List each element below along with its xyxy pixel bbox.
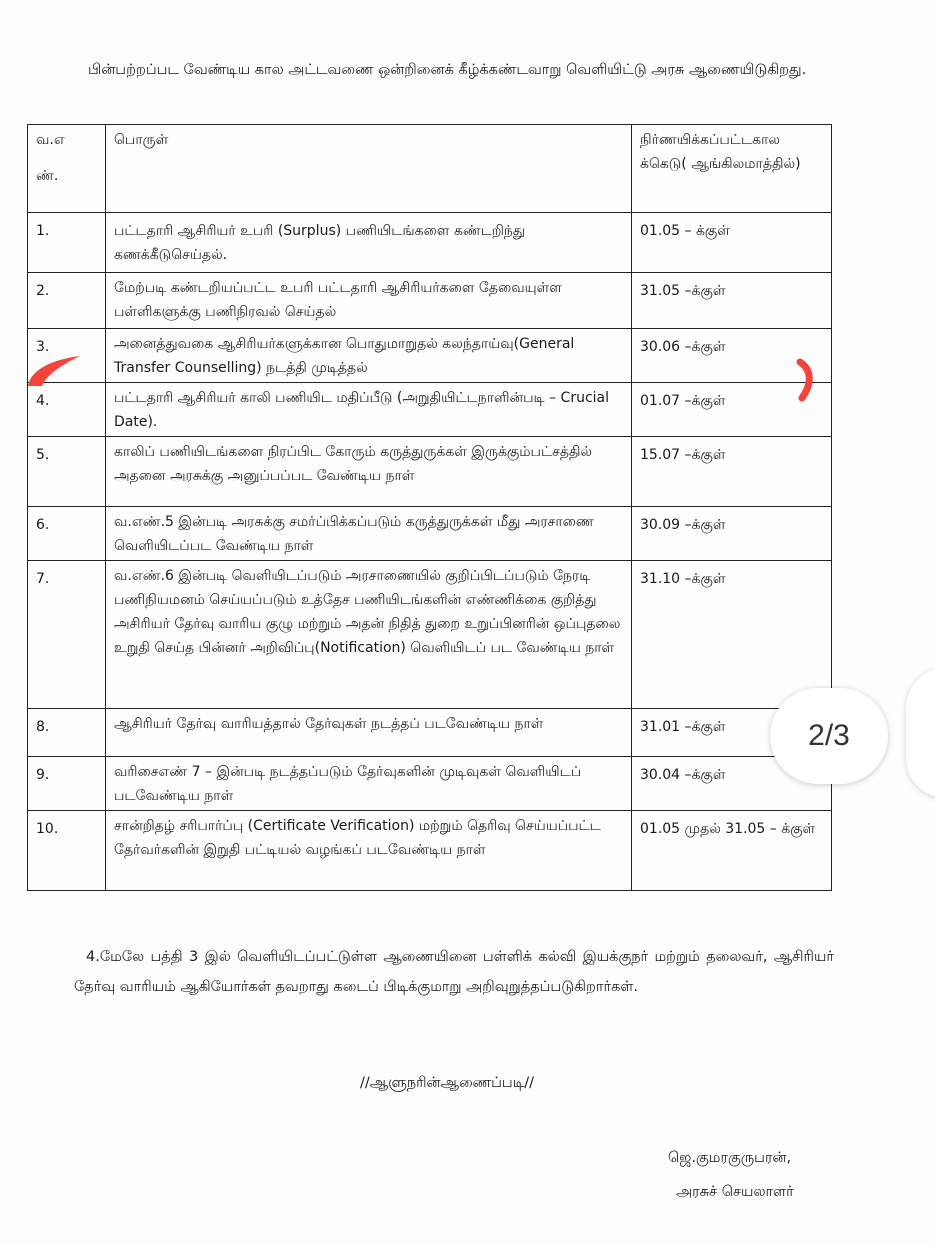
row-subject: சான்றிதழ் சரிபார்ப்பு (Certificate Verification) மற்றும் தெரிவு செய்யப்பட்ட தேர்வர்களின் இறுதி பட்டியல் வழங்கப் படவேண்டிய நாள் bbox=[106, 811, 632, 891]
row-subject: காலிப் பணியிடங்களை நிரப்பிட கோரும் கருத்துருக்கள் இருக்கும்பட்சத்தில் அதனை அரசுக்கு அனுப்பப்பட வேண்டிய நாள் bbox=[106, 437, 632, 507]
row-deadline: 30.06 –க்குள் bbox=[632, 329, 832, 383]
header-subject: பொருள் bbox=[106, 125, 632, 213]
signatory-name: ஜெ.குமரகுருபரன், bbox=[668, 1150, 792, 1166]
row-serial-no: 2. bbox=[28, 273, 106, 329]
row-serial-no: 9. bbox=[28, 757, 106, 811]
row-deadline: 01.07 –க்குள் bbox=[632, 383, 832, 437]
table-row bbox=[28, 507, 832, 561]
paragraph-4 bbox=[74, 942, 834, 1002]
header-deadline: நிர்ணயிக்கப்பட்டகால க்கெடு( ஆங்கிலமாத்தில்) bbox=[632, 125, 832, 213]
table-body bbox=[28, 213, 832, 891]
page-indicator[interactable]: 2/3 bbox=[770, 688, 888, 784]
governor-order-line: //ஆளுநரின்ஆணைப்படி// bbox=[360, 1075, 535, 1091]
header-serial-line1: வ.எ bbox=[36, 132, 65, 148]
table-row bbox=[28, 757, 832, 811]
marker-stroke-right bbox=[800, 362, 809, 398]
row-subject: பட்டதாரி ஆசிரியர் காலி பணியிட மதிப்பீடு (அறுதியிட்டநாளின்படி – Crucial Date). bbox=[106, 383, 632, 437]
row-deadline: 31.10 –க்குள் bbox=[632, 561, 832, 709]
row-serial-no: 5. bbox=[28, 437, 106, 507]
row-subject: மேற்படி கண்டறியப்பட்ட உபரி பட்டதாரி ஆசிரியர்களை தேவையுள்ள பள்ளிகளுக்கு பணிநிரவல் செய்தல் bbox=[106, 273, 632, 329]
row-deadline: 31.01 –க்குள் bbox=[632, 709, 832, 757]
row-deadline: 30.09 –க்குள் bbox=[632, 507, 832, 561]
row-deadline: 15.07 –க்குள் bbox=[632, 437, 832, 507]
highlight-mark-left bbox=[18, 346, 98, 396]
table-row bbox=[28, 273, 832, 329]
schedule-table bbox=[27, 124, 832, 891]
header-serial-line2: ண். bbox=[36, 168, 59, 184]
row-subject: ஆசிரியர் தேர்வு வாரியத்தால் தேர்வுகள் நடத்தப் படவேண்டிய நாள் bbox=[106, 709, 632, 757]
table-header-row bbox=[28, 125, 832, 213]
row-serial-no: 6. bbox=[28, 507, 106, 561]
row-serial-no: 4. bbox=[28, 383, 106, 437]
intro-paragraph bbox=[88, 56, 833, 84]
row-serial-no: 7. bbox=[28, 561, 106, 709]
row-serial-no: 3. bbox=[28, 329, 106, 383]
signatory-title: அரசுச் செயலாளர் bbox=[676, 1184, 794, 1200]
row-deadline: 01.05 முதல் 31.05 – க்குள் bbox=[632, 811, 832, 891]
row-subject: அனைத்துவகை ஆசிரியர்களுக்கான பொதுமாறுதல் கலந்தாய்வு(General Transfer Counselling) நடத்தி முடித்தல் bbox=[106, 329, 632, 383]
row-deadline: 30.04 –க்குள் bbox=[632, 757, 832, 811]
row-subject: வ.எண்.5 இன்படி அரசுக்கு சமர்ப்பிக்கப்படும் கருத்துருக்கள் மீது அரசாணை வெளியிடப்பட வேண்டிய நாள் bbox=[106, 507, 632, 561]
table-row bbox=[28, 383, 832, 437]
table-row bbox=[28, 561, 832, 709]
row-serial-no: 8. bbox=[28, 709, 106, 757]
next-page-button[interactable] bbox=[906, 668, 935, 798]
table-row bbox=[28, 437, 832, 507]
row-serial-no: 1. bbox=[28, 213, 106, 273]
table-row bbox=[28, 709, 832, 757]
header-serial-no bbox=[28, 125, 106, 213]
table-row bbox=[28, 329, 832, 383]
row-subject: வரிசைஎண் 7 – இன்படி நடத்தப்படும் தேர்வுகளின் முடிவுகள் வெளியிடப் படவேண்டிய நாள் bbox=[106, 757, 632, 811]
row-subject: பட்டதாரி ஆசிரியர் உபரி (Surplus) பணியிடங்களை கண்டறிந்து கணக்கீடுசெய்தல். bbox=[106, 213, 632, 273]
intro-text: பின்பற்றப்பட வேண்டிய கால அட்டவணை ஒன்றினைக் கீழ்க்கண்டவாறு வெளியிட்டு அரசு ஆணையிடுகிறது. bbox=[88, 62, 807, 78]
table-row bbox=[28, 213, 832, 273]
row-subject: வ.எண்.6 இன்படி வெளியிடப்படும் அரசாணையில் குறிப்பிடப்படும் நேரடி பணிநியமனம் செய்யப்படும் உத்தேச பணியிடங்களின் எண்ணிக்கை குறித்து அசிரியர் தேர்வு வாரிய குழு மற்றும் அதன் நிதித் துறை உறுப்பினரின் ஒப்புதலை உறுதி செய்த பின்னர் அறிவிப்பு(Notification) வெளியிடப் பட வேண்டிய நாள் bbox=[106, 561, 632, 709]
paragraph-4-text: 4.மேலே பத்தி 3 இல் வெளியிடப்பட்டுள்ள ஆணையினை பள்ளிக் கல்வி இயக்குநர் மற்றும் தலைவர், ஆசிரியர் தேர்வு வாரியம் ஆகியோர்கள் தவறாது கடைப் பிடிக்குமாறு அறிவுறுத்தப்படுகிறார்கள். bbox=[74, 949, 834, 995]
row-deadline: 31.05 –க்குள் bbox=[632, 273, 832, 329]
row-deadline: 01.05 – க்குள் bbox=[632, 213, 832, 273]
marker-stroke-left bbox=[28, 356, 80, 386]
highlight-mark-right bbox=[792, 356, 822, 404]
row-serial-no: 10. bbox=[28, 811, 106, 891]
table-row bbox=[28, 811, 832, 891]
